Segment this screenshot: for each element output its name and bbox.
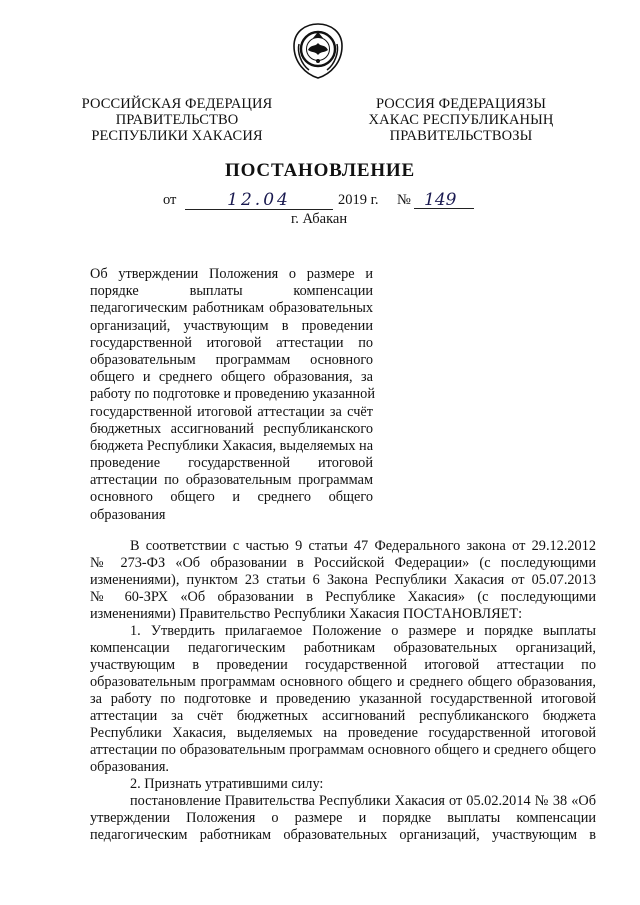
header-right-line: ХАКАС РЕСПУБЛИКАНЫҢ <box>368 112 554 128</box>
body-line: участвующим в проведении государственной итоговой аттестации по <box>90 657 596 673</box>
body-line: постановление Правительства Республики Хакасия от 05.02.2014 № 38 «Об <box>130 793 596 809</box>
document-title: ПОСТАНОВЛЕНИЕ <box>225 160 415 181</box>
body-line: компенсации педагогическим работникам образовательных организаций, <box>90 640 596 656</box>
subject-line: общего и среднего общего образования, за <box>90 369 373 386</box>
header-left-line: РЕСПУБЛИКИ ХАКАСИЯ <box>91 128 263 144</box>
subject-line: порядке выплаты компенсации <box>90 283 373 300</box>
body-line: № 60-ЗРХ «Об образовании в Республике Хакасия» (с последующими <box>90 589 596 605</box>
subject-line: аттестации по образовательным программам <box>90 472 373 489</box>
coat-of-arms-icon <box>291 22 345 80</box>
city-label: г. Абакан <box>291 211 348 227</box>
subject-line: работу по подготовке и проведению указанной <box>90 386 375 403</box>
handwritten-number: 149 <box>414 192 474 209</box>
header-right-block <box>358 96 564 144</box>
subject-line: Об утверждении Положения о размере и <box>90 266 373 282</box>
subject-line: педагогическим работникам образовательных <box>90 300 373 317</box>
body-line: 1. Утвердить прилагаемое Положение о размере и порядке выплаты <box>130 623 596 639</box>
body-text <box>90 538 596 844</box>
subject-line: организаций, участвующим в проведении <box>90 317 373 334</box>
subject-line: основного общего и среднего общего <box>90 489 373 506</box>
body-line: образовательным программам основного общего и среднего общего образования, <box>90 674 596 690</box>
body-line: В соответствии с частью 9 статьи 47 Федерального закона от 29.12.2012 <box>130 538 596 554</box>
subject-line: бюджетных ассигнований республиканского <box>90 420 373 437</box>
header-right-line: РОССИЯ ФЕДЕРАЦИЯЗЫ <box>375 96 547 112</box>
handwritten-date: 12.04 <box>185 192 333 210</box>
header-right-line: ПРАВИТЕЛЬСТВОЗЫ <box>389 128 533 144</box>
body-line: № 273-ФЗ «Об образовании в Российской Федерации» (с последующими <box>90 555 596 571</box>
header-left-line: РОССИЙСКАЯ ФЕДЕРАЦИЯ <box>81 96 273 112</box>
subject-line: проведение государственной итоговой <box>90 455 373 472</box>
body-line: педагогическим работникам образовательных организаций, участвующим в <box>90 827 596 843</box>
number-label: № <box>397 192 411 208</box>
subject-line: государственной итоговой аттестации за счёт <box>90 403 373 420</box>
date-year: 2019 г. <box>338 192 379 208</box>
subject-line: государственной итоговой аттестации по <box>90 334 373 351</box>
header-left-block <box>76 96 278 144</box>
body-line: изменениями) Правительство Республики Хакасия ПОСТАНОВЛЯЕТ: <box>90 606 523 622</box>
body-line: аттестации за счёт бюджетных ассигнований республиканского бюджета <box>90 708 596 724</box>
body-line: Республики Хакасия, выделяемых на проведение государственной итоговой <box>90 725 596 741</box>
subject-block <box>90 266 373 524</box>
body-line: 2. Признать утратившими силу: <box>130 776 324 792</box>
header-left-line: ПРАВИТЕЛЬСТВО <box>115 112 239 128</box>
date-from-label: от <box>163 192 177 208</box>
body-line: образования. <box>90 759 169 775</box>
body-line: за работу по подготовке и проведению указанной государственной итоговой <box>90 691 596 707</box>
body-line: аттестации по образовательным программам основного общего и среднего общего <box>90 742 596 758</box>
body-line: изменениями), пунктом 23 статьи 6 Закона Республики Хакасия от 05.07.2013 <box>90 572 596 588</box>
subject-line: бюджета Республики Хакасия, выделяемых на <box>90 437 374 454</box>
subject-line: образования <box>90 506 166 523</box>
body-line: утверждении Положения о размере и порядке выплаты компенсации <box>90 810 596 826</box>
subject-line: образовательным программам основного <box>90 351 373 368</box>
